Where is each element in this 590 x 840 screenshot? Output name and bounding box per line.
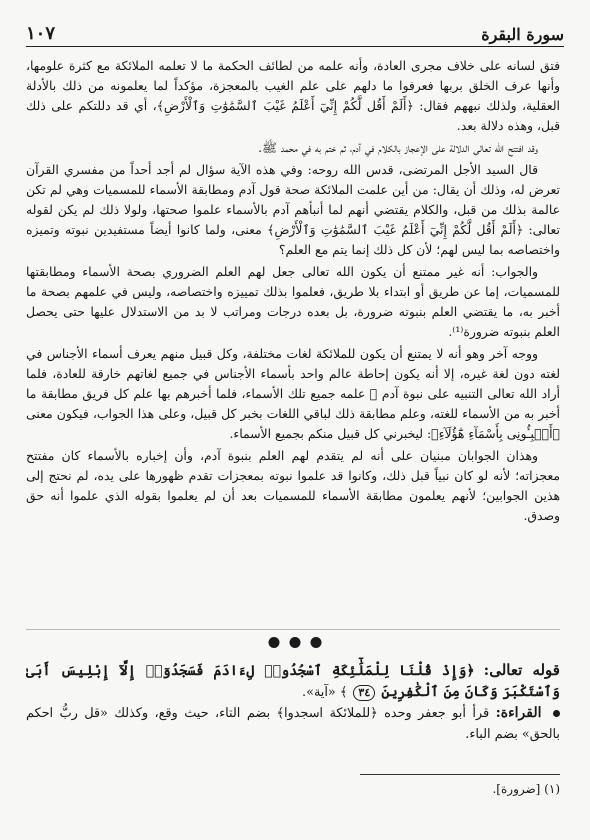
paragraph: ووجه آخر وهو أنه لا يمتنع أن يكون للملائكة لغات مختلفة، وكل قبيل منهم يعرف أسماء الأجناس في لغته دون لغة غيره، إلا أنه يكون إحاطة عالم واحد بأسماء الأجناس في جميع لغاتهم خارقة للعادة، فلما أراد الله تعالى التنبيه على نبوة آدم ﷺ علمه جميع تلك الأسماء، فلما أخبرهم بها علم كل فريق مطابقة ما أخبر به من الأسماء للغته، وعلم مطابقة ذلك لباقي اللغات بخبر كل قبيل، وعلى هذا الجواب، فيكون معنى ﴿أَنۢبِـُٔونِى بِأَسْمَآءِ هَٰٓؤُلَآءِ﴾: ليخبرني كل قبيل منكم بجميع الأسماء. [26,346,560,441]
separator-dot [269,637,280,648]
paragraph: وقد افتتح الله تعالى الدلالة على الإعجاز بالكلام في آدم، ثم ختم به في محمد ﷺ. [258,140,538,155]
qiraah-label: القراءة: [495,705,542,721]
section-divider-line [26,629,560,630]
main-text [26,56,560,526]
verse-text: ﴿وَإِذْ قُلْنَا لِلْمَلَٰٓئِكَةِ ٱسْجُدُوا۟ لِءَادَمَ فَسَجَدُوٓا۟ إِلَّآ إِبْلِيسَ أَبَىٰ وَٱسْتَكْبَرَ وَكَانَ مِنَ ٱلْكَٰفِرِينَ [26,663,560,700]
verse-heading: قوله تعالى: [483,661,560,679]
paragraph: فتق لسانه على خلاف مجرى العادة، وأنه علمه من لطائف الحكمة ما لا تعلمه الملائكة مع كثرة علومها، وأنها عرف الخلق بربها فعرفوا ما دلهم على علم الغيب بالمعجزة، مؤكداً لما يعلمونه من ذلك بالأدلة العقلية، ولذلك نبههم فقال: ﴿أَلَمْ أَقُل لَّكُمْ إِنِّيٓ أَعْلَمُ غَيْبَ ٱلسَّمَٰوَٰتِ وَٱلْأَرْضِ﴾، أي قد دللتكم على ذلك قبل، وهذه دلالة بعد. [26,58,560,133]
verse-tail: ﴾ «آية». [302,685,348,700]
bullet-icon [553,710,560,717]
paragraph: وهذان الجوابان مبنيان على أنه لم يتقدم لهم العلم بنبوة آدم، وأن إخباره بالأسماء كان مفتتح معجزاته؛ لأنه لو كان نبياً قبل ذلك، وكانوا قد علموا نبوته بمعجزات تقدم ظهورها على يده، لم نحتج إلى هذين الجوابين؛ لأنهم يعلمون مطابقة الأسماء للمسميات بعد أن لم يعلموا بقوله الذي علموا أنه حق وصدق. [26,448,560,523]
section-separator [269,637,322,648]
separator-dot [290,637,301,648]
page-header [26,18,564,47]
verse-section [26,660,560,745]
footnote-divider [360,774,560,775]
separator-dot [311,637,322,648]
page-number: ١٠٧ [26,23,56,44]
qiraah-text: قرأ أبو جعفر وحده ﴿للملائكة اسجدوا﴾ بضم التاء، حيث وقع، وكذلك «قل ربُّ احكم بالحق» بضم الباء. [26,706,560,742]
paragraph: والجواب: أنه غير ممتنع أن يكون الله تعالى جعل لهم العلم الضروري بصحة الأسماء ومطابقتها للمسميات، إما عن طريق أو ابتداء بلا طريق، فعلموا بذلك تمييزه واختصاصه، وليس في علمهم بصحة ما أخبر به، ما يقتضي العلم بنبوته ضرورة، بل بعده درجات ومراتب لا بد من الاستدلال عليها حتى يحصل العلم بنبوته ضرورة⁽¹⁾. [26,264,560,339]
surah-title: سورة البقرة [481,25,564,44]
footnote: (١) [ضرورة]. [492,782,560,796]
ayah-number-mark: ٣٤ [353,685,375,701]
paragraph: قال السيد الأجل المرتضى، قدس الله روحه: وفي هذه الآية سؤال لم أجد أحداً من مفسري القرآن تعرض له، وذلك أن يقال: من أين علمت الملائكة صحة قول آدم ومطابقة الأسماء للمسميات وهي لم تكن عالمة بذلك من قبل، والكلام يقتضي أنهم لما أنبأهم آدم بالأسماء علموا صحتها، ولولا ذلك لم يكن لقوله تعالى: ﴿أَلَمْ أَقُل لَّكُمْ إِنِّيٓ أَعْلَمُ غَيْبَ ٱلسَّمَٰوَٰتِ وَٱلْأَرْضِ﴾ معنى، ولما كانوا أيضاً مستفيدين نبوته وتميزه واختصاصه بما ليس لهم؛ لأن كل ذلك إنما يتم مع العلم؟ [26,162,560,257]
